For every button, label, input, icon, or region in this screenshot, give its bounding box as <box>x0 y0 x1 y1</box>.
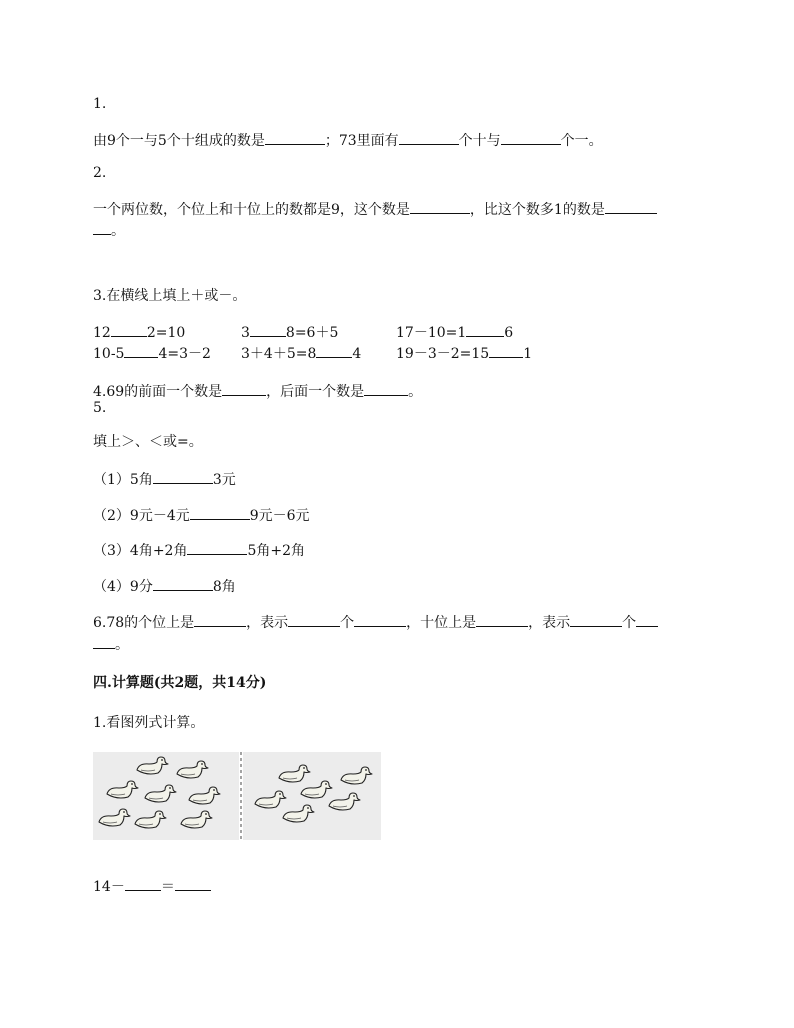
q3-r1c2-b: 8=6＋5 <box>285 325 339 341</box>
q4-blank-2[interactable] <box>364 381 408 396</box>
q4-text-b: ，后面一个数是 <box>266 384 365 400</box>
q2-line-1 <box>93 199 657 219</box>
q1-line <box>93 130 603 150</box>
q1-blank-2[interactable] <box>399 130 459 145</box>
q6-blank-3[interactable] <box>354 612 406 627</box>
q3-r1c3-b: 6 <box>504 325 514 341</box>
q5-item-1-blank[interactable] <box>153 469 213 484</box>
q5-item-2-a: （2）9元－4元 <box>93 508 190 524</box>
q3-r2c3 <box>396 343 532 363</box>
q6-blank-6[interactable] <box>636 612 658 627</box>
q3-r2c2-blank[interactable] <box>316 343 352 358</box>
calc1-blank-1[interactable] <box>125 876 161 891</box>
q3-r2c1 <box>93 343 211 363</box>
q4-text-c: 。 <box>408 384 423 400</box>
q1-text-c: 个十与 <box>458 133 501 149</box>
q5-item-2 <box>93 505 310 525</box>
q5-item-3 <box>93 540 305 560</box>
q6-blank-2[interactable] <box>288 612 340 627</box>
q1-blank-1[interactable] <box>265 130 325 145</box>
q6-text-b: ，表示 <box>246 615 289 631</box>
q3-r2c3-b: 1 <box>523 346 533 362</box>
q3-r2c1-a: 10-5 <box>93 346 125 362</box>
q5-item-3-a: （3）4角+2角 <box>93 543 188 559</box>
q3-r1c1-blank[interactable] <box>111 322 147 337</box>
calc1-eq-b: ＝ <box>160 879 175 895</box>
q6-text-a: 6.78的个位上是 <box>93 615 195 631</box>
q3-r2c3-a: 19－3－2=15 <box>396 346 490 362</box>
q5-item-2-blank[interactable] <box>190 505 250 520</box>
q3-r2c1-b: 4=3－2 <box>158 346 211 362</box>
q2-text-a: 一个两位数，个位上和十位上的数都是9，这个数是 <box>93 202 410 218</box>
q5-item-4-a: （4）9分 <box>93 579 153 595</box>
q3-r1c3 <box>396 322 513 342</box>
q4-text-a: 4.69的前面一个数是 <box>93 384 223 400</box>
q1-text-d: 个一。 <box>560 133 603 149</box>
ducks-picture <box>93 752 381 840</box>
q3-r1c2 <box>241 322 338 342</box>
q2-text-c: 。 <box>111 223 125 239</box>
calc1-equation <box>93 876 211 896</box>
q3-r1c3-blank[interactable] <box>466 322 504 337</box>
q1-blank-3[interactable] <box>501 130 561 145</box>
q3-title: 3.在横线上填上＋或－。 <box>93 288 247 304</box>
q5-item-3-blank[interactable] <box>187 540 247 555</box>
q6-text-c: 个 <box>340 615 355 631</box>
q6-blank-1[interactable] <box>194 612 246 627</box>
q3-r1c3-a: 17－10=1 <box>396 325 467 341</box>
q5-item-4-b: 8角 <box>212 579 236 595</box>
q6-line-1 <box>93 612 658 632</box>
q6-line-2 <box>93 634 129 654</box>
q5-item-4 <box>93 576 236 596</box>
q3-r2c2 <box>241 343 361 363</box>
q2-number: 2. <box>93 165 107 181</box>
section-title: 四.计算题(共2题，共14分) <box>93 675 267 691</box>
q2-blank-2[interactable] <box>605 199 657 214</box>
q5-item-4-blank[interactable] <box>153 576 213 591</box>
q2-blank-2-cont[interactable] <box>93 220 111 235</box>
q2-text-b: ，比这个数多1的数是 <box>469 202 605 218</box>
q4-blank-1[interactable] <box>222 381 266 396</box>
q3-r1c2-a: 3 <box>241 325 250 341</box>
q3-r1c1-a: 12 <box>93 325 111 341</box>
q6-text-d: ，十位上是 <box>406 615 477 631</box>
q2-blank-1[interactable] <box>410 199 470 214</box>
q6-text-f: 个 <box>622 615 637 631</box>
q3-r1c2-blank[interactable] <box>250 322 286 337</box>
q5-item-1-a: （1）5角 <box>93 472 153 488</box>
q6-text-g: 。 <box>115 637 129 653</box>
q6-text-e: ，表示 <box>528 615 571 631</box>
q5-item-2-b: 9元－6元 <box>249 508 310 524</box>
q5-item-3-b: 5角+2角 <box>247 543 305 559</box>
q5-item-1 <box>93 469 236 489</box>
q6-blank-4[interactable] <box>476 612 528 627</box>
calc1-title: 1.看图列式计算。 <box>93 715 205 731</box>
q3-r1c1-b: 2=10 <box>146 325 186 341</box>
q1-number: 1. <box>93 96 107 112</box>
q6-blank-5[interactable] <box>570 612 622 627</box>
q1-text-b: ；73里面有 <box>324 133 399 149</box>
q3-r2c2-b: 4 <box>352 346 362 362</box>
q4-line <box>93 381 422 401</box>
q3-r1c1 <box>93 322 185 342</box>
calc1-eq-a: 14－ <box>93 879 125 895</box>
q3-r2c3-blank[interactable] <box>489 343 523 358</box>
q6-blank-6-cont[interactable] <box>93 634 115 649</box>
q3-r2c2-a: 3＋4＋5=8 <box>241 346 317 362</box>
q1-text-a: 由9个一与5个十组成的数是 <box>93 133 265 149</box>
q2-line-2 <box>93 220 125 240</box>
calc1-blank-2[interactable] <box>175 876 211 891</box>
q5-item-1-b: 3元 <box>212 472 236 488</box>
q5-number: 5. <box>93 400 107 416</box>
q3-r2c1-blank[interactable] <box>124 343 158 358</box>
q5-title: 填上＞、＜或=。 <box>93 434 203 450</box>
